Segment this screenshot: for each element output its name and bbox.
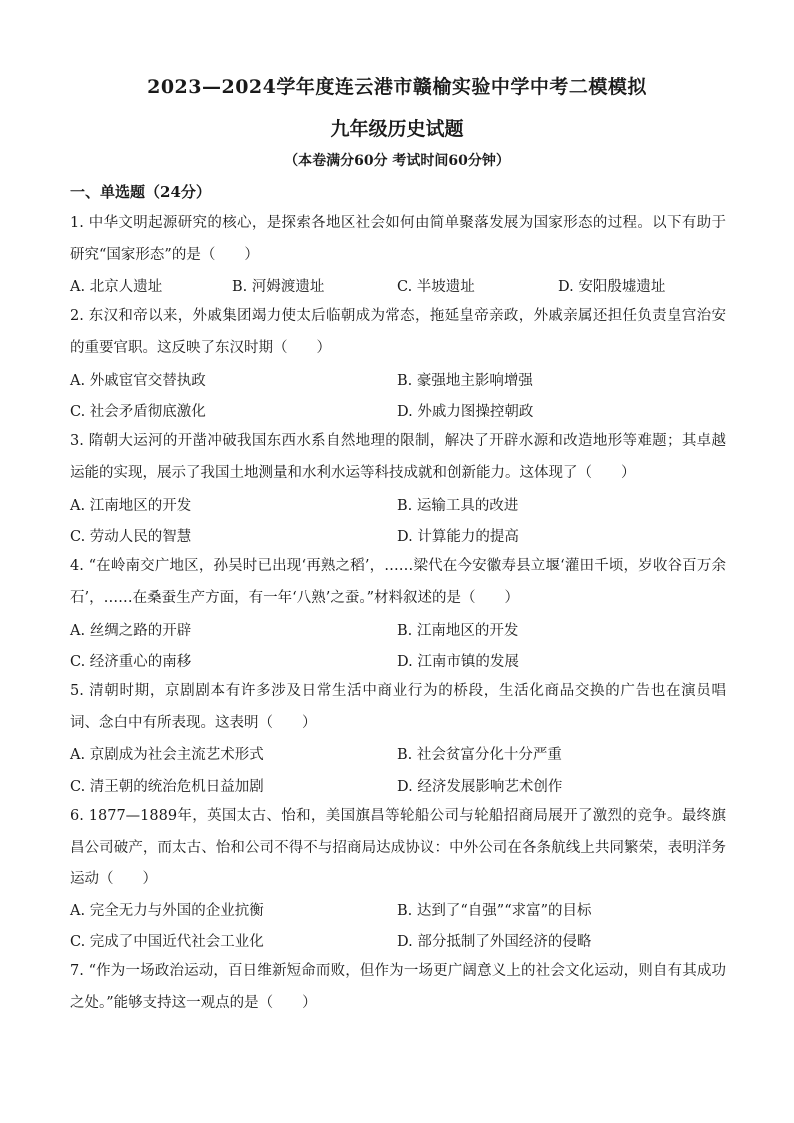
option-d[interactable]: D. 计算能力的提高 <box>397 529 519 545</box>
option-b[interactable]: B. 达到了“自强”“求富”的目标 <box>397 903 592 919</box>
question-5-options-row-2 <box>70 775 726 801</box>
question-4-options-row-2 <box>70 650 726 676</box>
option-b[interactable]: B. 河姆渡遗址 <box>232 279 325 295</box>
option-c[interactable]: C. 劳动人民的智慧 <box>70 529 192 545</box>
question-5 <box>70 676 726 739</box>
option-c[interactable]: C. 完成了中国近代社会工业化 <box>70 934 264 950</box>
question-stem: 4. “在岭南交广地区，孙吴时已出现‘再熟之稻’，……梁代在今安徽寿县立堰‘灌田千顷，岁收谷百万余石’，……在桑蚕生产方面，有一年‘八熟’之蚕。”材料叙述的是（ ） <box>70 558 726 606</box>
option-a[interactable]: A. 丝绸之路的开辟 <box>70 623 192 639</box>
option-b[interactable]: B. 豪强地主影响增强 <box>397 373 533 389</box>
question-3 <box>70 426 726 489</box>
exam-subtitle: 九年级历史试题 <box>330 118 464 140</box>
option-c[interactable]: C. 清王朝的统治危机日益加剧 <box>70 779 264 795</box>
question-4 <box>70 551 726 614</box>
option-b[interactable]: B. 江南地区的开发 <box>397 623 519 639</box>
question-1-options <box>70 275 726 301</box>
question-6-options-row-1 <box>70 899 726 925</box>
question-stem: 7. “作为一场政治运动，百日维新短命而败，但作为一场更广阔意义上的社会文化运动，则自有其成功之处。”能够支持这一观点的是（ ） <box>70 963 726 1011</box>
option-d[interactable]: D. 经济发展影响艺术创作 <box>397 779 563 795</box>
option-d[interactable]: D. 部分抵制了外国经济的侵略 <box>397 934 592 950</box>
exam-title: 2023—2024学年度连云港市赣榆实验中学中考二模模拟 <box>147 76 647 98</box>
question-3-options-row-2 <box>70 525 726 551</box>
question-4-options-row-1 <box>70 619 726 645</box>
question-2-options-row-2 <box>70 400 726 426</box>
question-7 <box>70 956 726 1019</box>
question-stem: 5. 清朝时期，京剧剧本有许多涉及日常生活中商业行为的桥段，生活化商品交换的广告也在演员唱词、念白中有所表现。这表明（ ） <box>70 683 726 731</box>
option-b[interactable]: B. 运输工具的改进 <box>397 498 519 514</box>
question-6-options-row-2 <box>70 930 726 956</box>
question-3-options-row-1 <box>70 494 726 520</box>
option-a[interactable]: A. 北京人遗址 <box>70 279 163 295</box>
question-stem: 6. 1877—1889年，英国太古、怡和，美国旗昌等轮船公司与轮船招商局展开了激烈的竞争。最终旗昌公司破产，而太古、怡和公司不得不与招商局达成协议：中外公司在各条航线上共同繁荣，表明洋务运动（ ） <box>70 808 726 887</box>
option-d[interactable]: D. 外戚力图操控朝政 <box>397 404 534 420</box>
question-2-options-row-1 <box>70 369 726 395</box>
option-c[interactable]: C. 社会矛盾彻底激化 <box>70 404 206 420</box>
option-c[interactable]: C. 半坡遗址 <box>397 279 475 295</box>
question-stem: 1. 中华文明起源研究的核心，是探索各地区社会如何由简单聚落发展为国家形态的过程。以下有助于研究“国家形态”的是（ ） <box>70 215 726 263</box>
option-c[interactable]: C. 经济重心的南移 <box>70 654 192 670</box>
question-6 <box>70 801 726 896</box>
option-a[interactable]: A. 京剧成为社会主流艺术形式 <box>70 747 264 763</box>
question-5-options-row-1 <box>70 743 726 769</box>
question-1 <box>70 208 726 271</box>
section-heading: 一、单选题（24分） <box>70 183 211 201</box>
option-a[interactable]: A. 外戚宦官交替执政 <box>70 373 206 389</box>
option-d[interactable]: D. 江南市镇的发展 <box>397 654 519 670</box>
question-stem: 2. 东汉和帝以来，外戚集团竭力使太后临朝成为常态，拖延皇帝亲政，外戚亲属还担任负责皇宫治安的重要官职。这反映了东汉时期（ ） <box>70 308 726 356</box>
option-b[interactable]: B. 社会贫富分化十分严重 <box>397 747 562 763</box>
option-a[interactable]: A. 完全无力与外国的企业抗衡 <box>70 903 264 919</box>
option-d[interactable]: D. 安阳殷墟遗址 <box>558 279 666 295</box>
option-a[interactable]: A. 江南地区的开发 <box>70 498 192 514</box>
question-stem: 3. 隋朝大运河的开凿冲破我国东西水系自然地理的限制，解决了开辟水源和改造地形等难题；其卓越运能的实现，展示了我国土地测量和水利水运等科技成就和创新能力。这体现了（ ） <box>70 433 726 481</box>
question-2 <box>70 301 726 364</box>
exam-note: （本卷满分60分 考试时间60分钟） <box>284 153 510 169</box>
